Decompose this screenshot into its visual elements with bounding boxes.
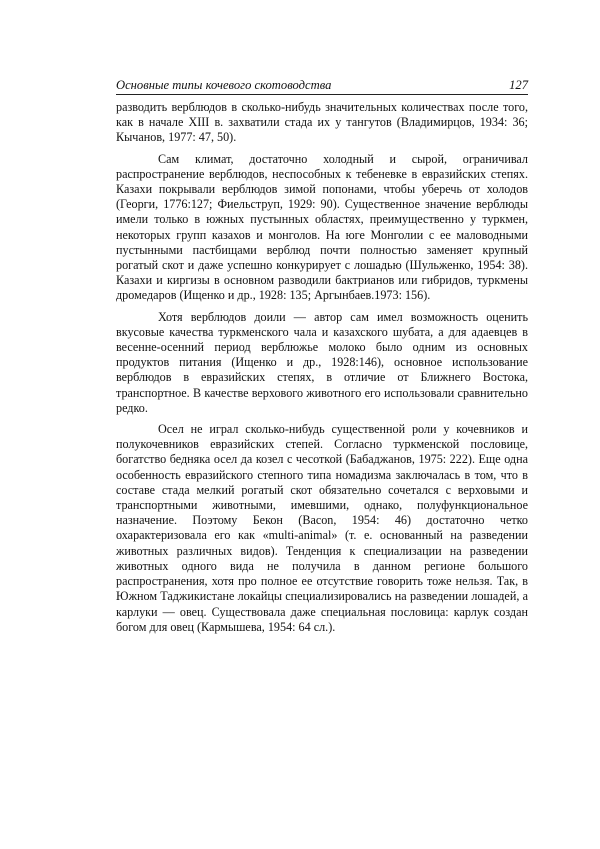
paragraph-climate: Сам климат, достаточно холодный и сырой, ограничивал распространение верблюдов, неспособных к тебеневке в евразийских степях. Казахи покрывали верблюдов зимой попонами, чтобы уберечь от холодов (Георги, 1776:127; Фиельструп, 1929: 90). Существенное значение верблюды имели только в южных пустынных областях, преимущественно у туркмен, некоторых групп казахов и монголов. На юге Монголии с ее маловодными пустынными пастбищами верблюд почти полностью заменяет крупный рогатый скот и даже успешно конкурирует с лошадью (Шульженко, 1954: 38). Казахи и киргизы в основном разводили бактрианов или гибридов, туркмены дромедаров (Ищенко и др., 1928: 135; Аргынбаев.1973: 156). (116, 151, 528, 303)
running-head-title: Основные типы кочевого скотоводства (116, 78, 332, 92)
paragraph-donkey: Осел не играл сколько-нибудь существенной роли у кочевников и полукочевников евразийских степей. Согласно туркменской пословице, богатство бедняка осел да козел с чесоткой (Бабаджанов, 1975: 222). Еще одна особенность евразийского степного типа номадизма заключалась в том, что в составе стада мелкий рогатый скот обязательно сочетался с верховыми и транспортными животными, имевшими, однако, полуфункциональное назначение. Поэтому Бекон (Bacon, 1954: 46) достаточно четко охарактеризовала его как «multi-animal» (т. е. основанный на разведении животных различных видов). Тенденция к специализации на разведении животных одного вида не получила в данном регионе большого распространения, хотя про полное ее отсутствие говорить тоже нельзя. Так, в Южном Таджикистане локайцы специализировались на разведении лошадей, а карлуки — овец. Существовала даже специальная пословица: карлук создан богом для овец (Кармышева, 1954: 64 сл.). (116, 422, 528, 634)
text-body (116, 100, 528, 641)
running-head (116, 78, 528, 95)
page-number: 127 (509, 78, 528, 92)
paragraph-milk: Хотя верблюдов доили — автор сам имел возможность оценить вкусовые качества туркменского чала и казахского шубата, а для адаевцев в весенне-осенний период верблюжье молоко было одним из основных продуктов питания (Ищенко и др., 1928:146), основное использование верблюдов в евразийских степях, в отличие от Ближнего Востока, транспортное. В качестве верхового животного его использовали сравнительно редко. (116, 309, 528, 415)
paragraph-continued: разводить верблюдов в сколько-нибудь значительных количествах после того, как в начале XIII в. захватили стада их у тангутов (Владимирцов, 1934: 36; Кычанов, 1977: 47, 50). (116, 100, 528, 145)
